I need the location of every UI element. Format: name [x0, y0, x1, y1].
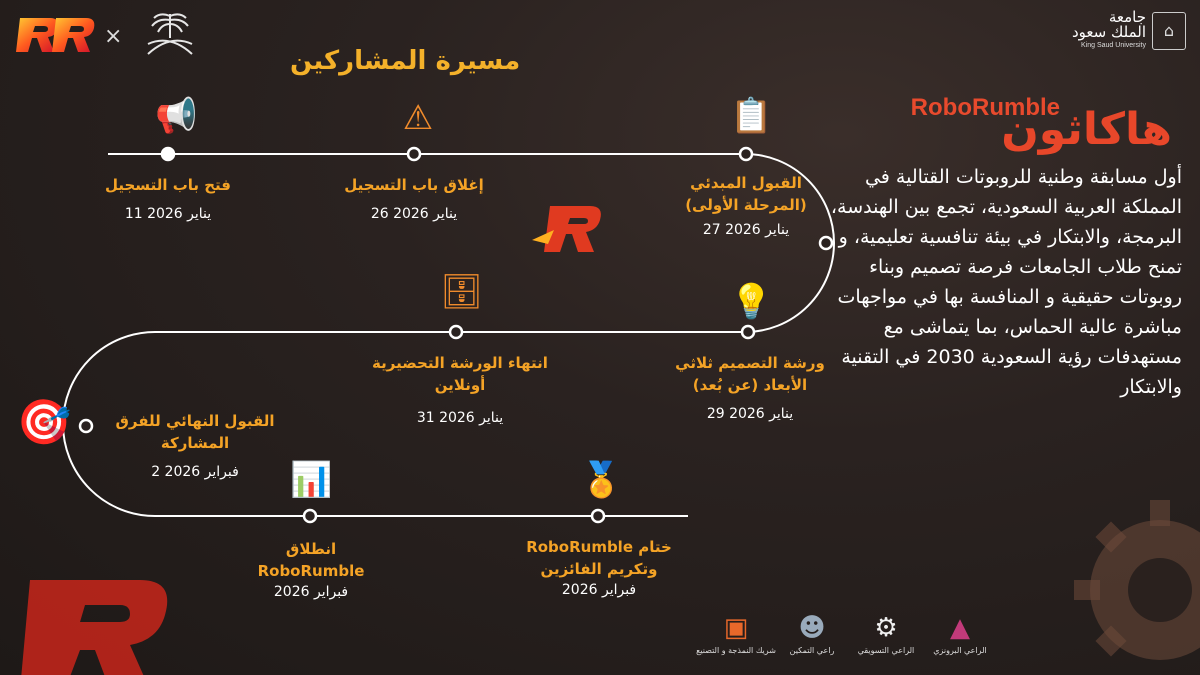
sponsor-bronze: ▲ الراعي البرونزي	[920, 610, 1000, 655]
milestone-2-label: إغلاق باب التسجيل	[344, 176, 484, 194]
node-5	[450, 326, 462, 338]
node-bend-right	[820, 237, 832, 249]
node-8	[592, 510, 604, 522]
milestone-3-date: 27 يناير 2026	[702, 222, 790, 238]
milestone-4-label: ورشة التصميم ثلاثي الأبعاد (عن بُعد)	[675, 354, 825, 394]
milestone-2-date: 26 يناير 2026	[370, 206, 458, 222]
prototyping-sponsor-logo-icon: ▣	[723, 613, 749, 643]
milestone-6-date: 2 فبراير 2026	[151, 464, 239, 480]
node-4	[742, 326, 754, 338]
bronze-sponsor-logo-icon: ▲	[950, 613, 970, 643]
node-6	[80, 420, 92, 432]
milestone-5-date: 31 يناير 2026	[416, 410, 504, 426]
sponsor-enablement: ☻ راعي التمكين	[772, 610, 852, 655]
megaphone-icon: 📢	[155, 96, 198, 136]
node-1	[162, 148, 174, 160]
node-3	[740, 148, 752, 160]
marketing-sponsor-logo-icon: ⚙	[874, 613, 898, 643]
ksu-emblem-icon: ⌂	[1152, 12, 1186, 50]
target-icon: 🎯	[16, 397, 72, 448]
milestone-8-date: فبراير 2026	[561, 582, 637, 598]
milestone-3-label: القبول المبدئي (المرحلة الأولى)	[685, 174, 807, 214]
milestone-4-date: 29 يناير 2026	[706, 406, 794, 422]
whiteboard-icon: 📊	[290, 460, 333, 500]
database-search-icon: 🗄	[440, 272, 484, 312]
ksu-arabic-name: جامعة الملك سعود	[1071, 8, 1146, 41]
warning-gear-icon: ⚠	[402, 98, 434, 138]
enablement-sponsor-logo-icon: ☻	[798, 613, 826, 643]
award-icon: 🏅	[580, 460, 623, 500]
milestone-5-label: انتهاء الورشة التحضيرية أونلاين	[372, 354, 548, 394]
milestone-7-date: فبراير 2026	[273, 584, 349, 600]
milestone-6-label: القبول النهائي للفرق المشاركة	[115, 412, 275, 452]
ksu-english-name: King Saud University	[1081, 42, 1146, 49]
sponsor-prototyping: ▣ شريك النمذجة و التصنيع	[696, 610, 776, 655]
node-2	[408, 148, 420, 160]
sponsors-strip	[696, 610, 1000, 670]
milestone-1-label: فتح باب التسجيل	[104, 176, 232, 194]
hackathon-title-ar: هاكاثون	[1001, 104, 1172, 155]
node-7	[304, 510, 316, 522]
hackathon-description: أول مسابقة وطنية للروبوتات القتالية في المملكة العربية السعودية، تجمع بين الهندسة، البرمجة، والابتكار في بيئة تنافسية تعليمية، و تمنح طلاب الجامعات فرصة تصميم وبناء روبوتات حقيقية و المنافسة بها في مواجهات مباشرة عالية الحماس، بما يتماشى مع مستهدفات رؤية السعودية 2030 في التقنية والابتكار	[830, 166, 1182, 398]
milestone-1-date: 11 يناير 2026	[124, 206, 212, 222]
collab-x-mark: ×	[104, 24, 123, 49]
clipboard-icon: 📋	[730, 96, 773, 136]
sponsor-marketing: ⚙ الراعي التسويقي	[846, 610, 926, 655]
hackathon-title-en: RoboRumble	[910, 94, 1060, 121]
lightbulb-gear-icon: 💡	[730, 282, 773, 322]
milestone-8-label: ختام RoboRumble وتكريم الفائزين	[526, 538, 672, 578]
milestone-7-label: انطلاق RoboRumble	[257, 540, 365, 580]
journey-title: مسيرة المشاركين	[290, 46, 521, 76]
